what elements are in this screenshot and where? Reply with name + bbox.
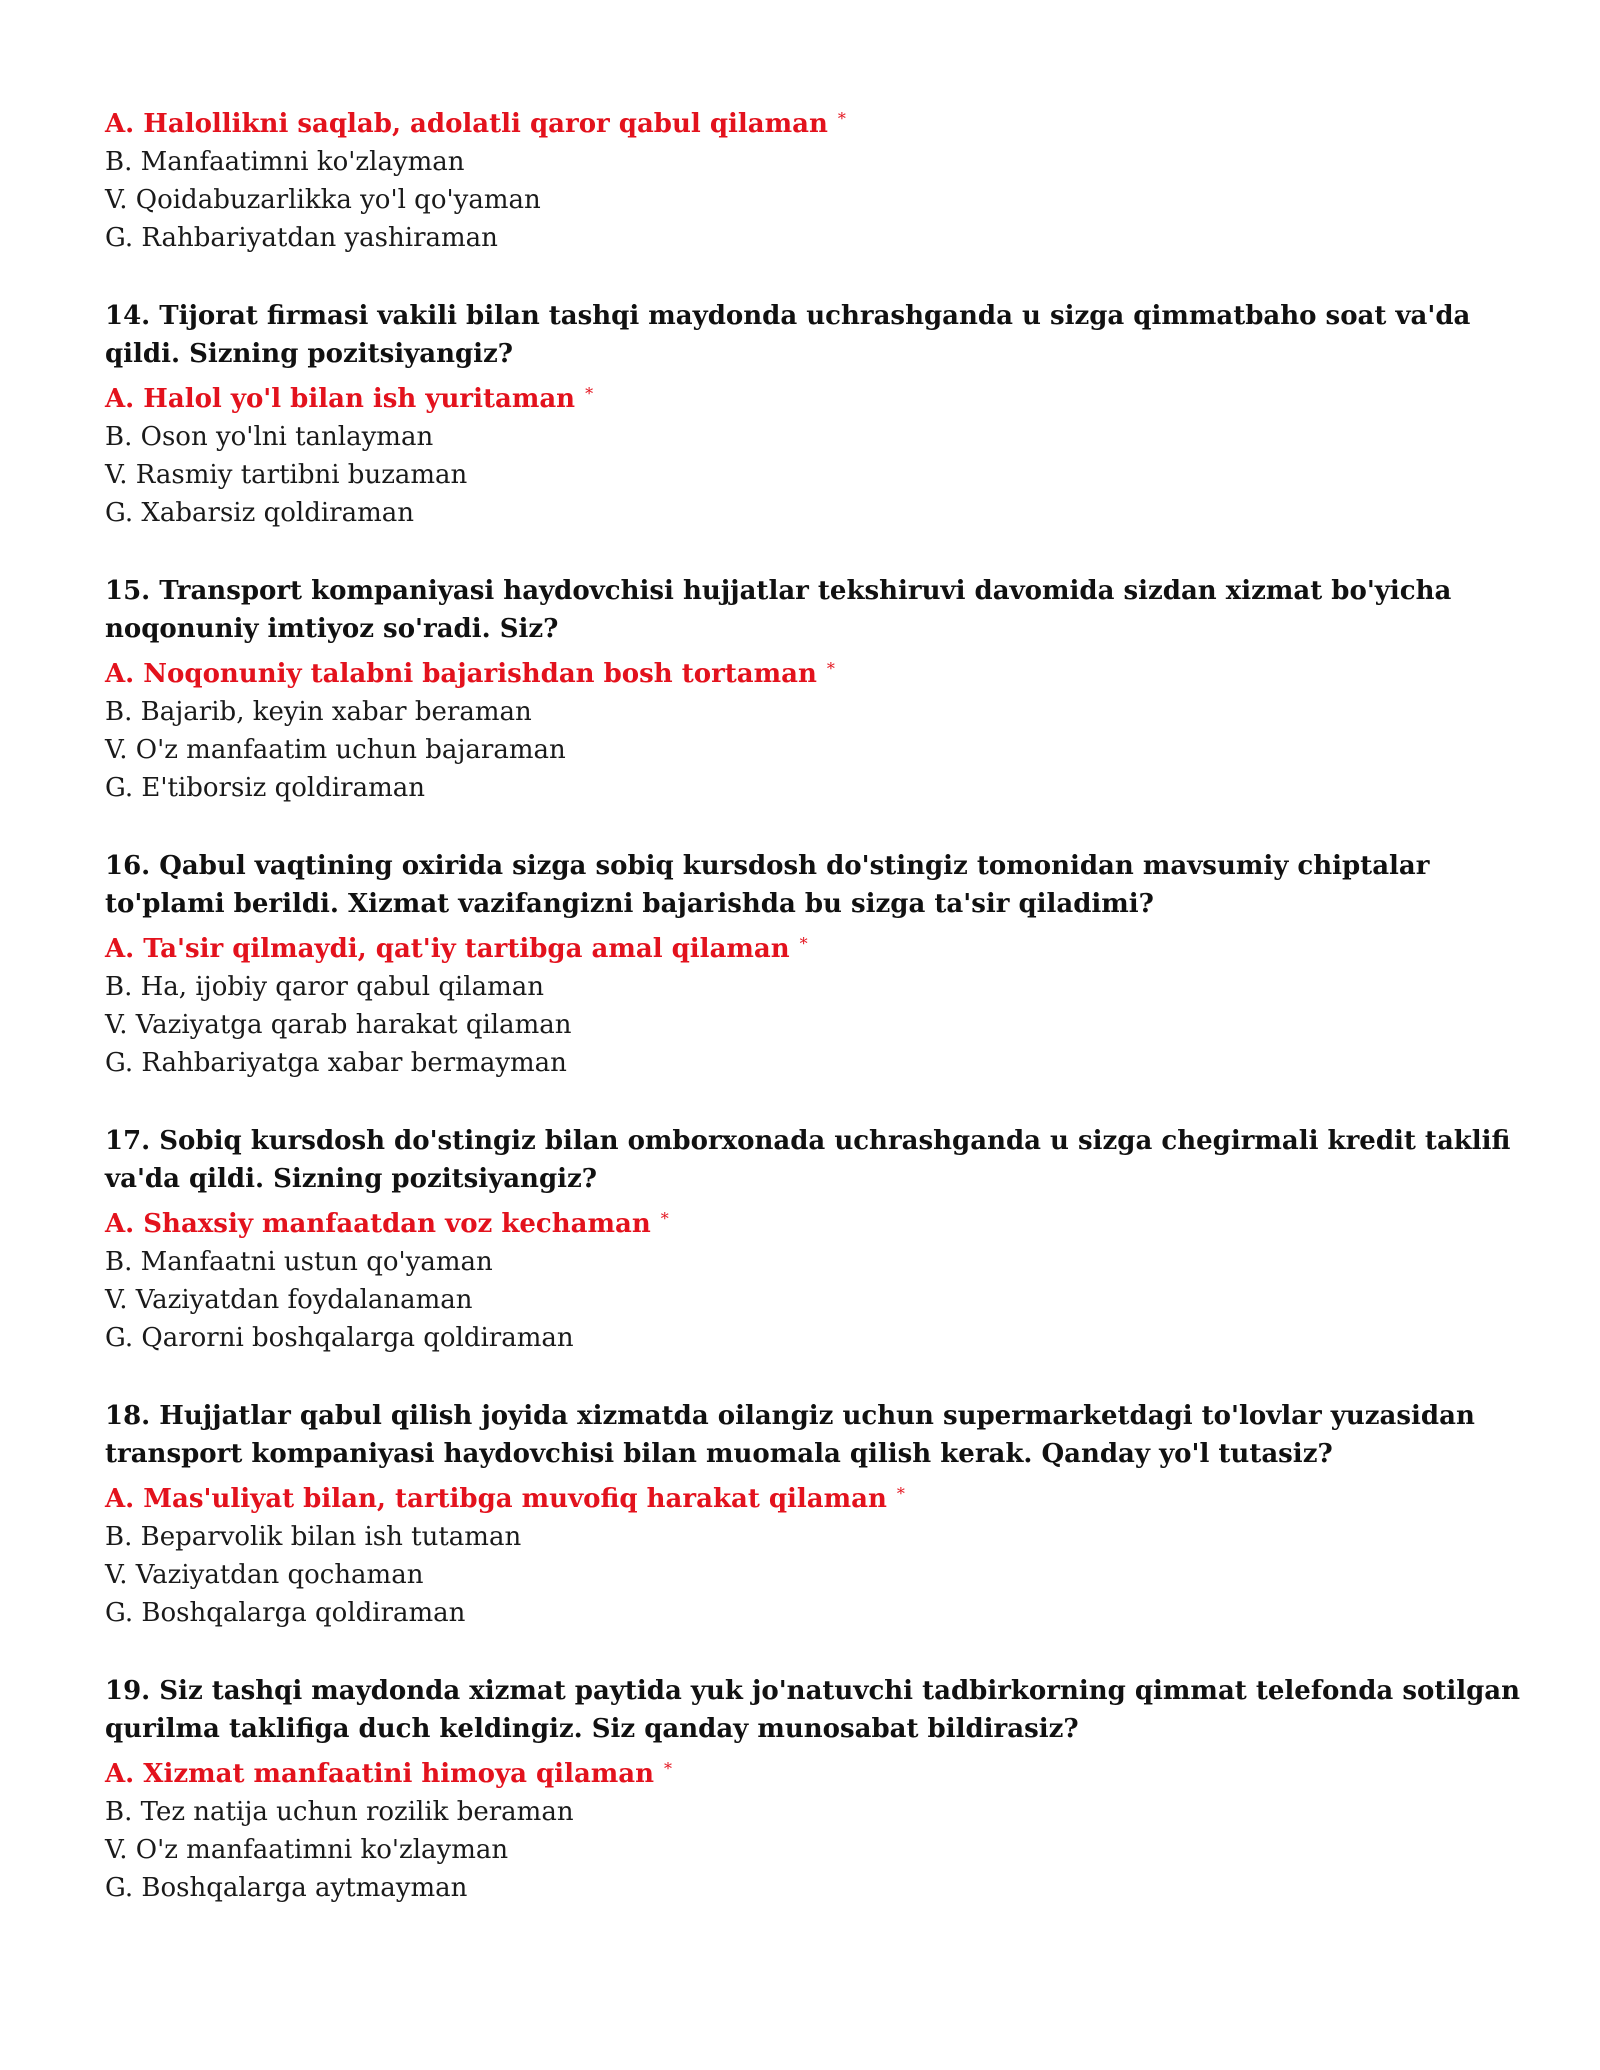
- question-text: 19. Siz tashqi maydonda xizmat paytida yuk jo'natuvchi tadbirkorning qimmat telefonda sotilgan qurilma taklifiga duch keldingiz. Siz qanday munosabat bildirasiz?: [105, 1676, 1521, 1744]
- option-v: V. Rasmiy tartibni buzaman: [105, 460, 468, 490]
- option-b: B. Tez natija uchun rozilik beraman: [105, 1797, 574, 1827]
- quiz-page: [105, 100, 1525, 1907]
- question-16: [105, 847, 1525, 1082]
- option-g: G. Boshqalarga qoldiraman: [105, 1598, 466, 1628]
- option-b: B. Oson yo'lni tanlayman: [105, 422, 434, 452]
- question-text: 18. Hujjatlar qabul qilish joyida xizmatda oilangiz uchun supermarketdagi to'lovlar yuzasidan transport kompaniyasi haydovchisi bilan muomala qilish kerak. Qanday yo'l tutasiz?: [105, 1401, 1475, 1469]
- correct-answer: A. Ta'sir qilmaydi, qat'iy tartibga amal qilaman *: [105, 934, 808, 964]
- correct-marker: *: [660, 1209, 669, 1228]
- correct-answer: A. Mas'uliyat bilan, tartibga muvofiq harakat qilaman *: [105, 1484, 905, 1514]
- correct-marker: *: [826, 659, 835, 678]
- correct-answer: A. Xizmat manfaatini himoya qilaman *: [105, 1759, 673, 1789]
- question-text: 16. Qabul vaqtining oxirida sizga sobiq kursdosh do'stingiz tomonidan mavsumiy chiptalar to'plami berildi. Xizmat vazifangizni bajarishda bu sizga ta'sir qiladimi?: [105, 851, 1430, 919]
- option-g: G. Qarorni boshqalarga qoldiraman: [105, 1323, 574, 1353]
- option-b: B. Manfaatimni ko'zlayman: [105, 147, 465, 177]
- correct-answer: A. Shaxsiy manfaatdan voz kechaman *: [105, 1209, 669, 1239]
- correct-answer: A. Noqonuniy talabni bajarishdan bosh tortaman *: [105, 659, 835, 689]
- question-18: [105, 1397, 1525, 1632]
- correct-marker: *: [585, 384, 594, 403]
- correct-answer: A. Halollikni saqlab, adolatli qaror qabul qilaman *: [105, 109, 846, 139]
- question-text: 14. Tijorat firmasi vakili bilan tashqi maydonda uchrashganda u sizga qimmatbaho soat va'da qildi. Sizning pozitsiyangiz?: [105, 301, 1471, 369]
- option-b: B. Ha, ijobiy qaror qabul qilaman: [105, 972, 544, 1002]
- option-v: V. Vaziyatdan foydalanaman: [105, 1285, 473, 1315]
- option-v: V. O'z manfaatimni ko'zlayman: [105, 1835, 509, 1865]
- question-14: [105, 297, 1525, 532]
- correct-marker: *: [837, 109, 846, 128]
- option-v: V. Vaziyatga qarab harakat qilaman: [105, 1010, 572, 1040]
- question-13-options: [105, 100, 1525, 257]
- option-v: V. Vaziyatdan qochaman: [105, 1560, 424, 1590]
- correct-marker: *: [896, 1484, 905, 1503]
- question-17: [105, 1122, 1525, 1357]
- question-text: 15. Transport kompaniyasi haydovchisi hujjatlar tekshiruvi davomida sizdan xizmat bo'yicha noqonuniy imtiyoz so'radi. Siz?: [105, 576, 1452, 644]
- option-g: G. E'tiborsiz qoldiraman: [105, 773, 426, 803]
- question-text: 17. Sobiq kursdosh do'stingiz bilan omborxonada uchrashganda u sizga chegirmali kredit taklifi va'da qildi. Sizning pozitsiyangiz?: [105, 1126, 1511, 1194]
- correct-marker: *: [799, 934, 808, 953]
- option-g: G. Rahbariyatdan yashiraman: [105, 223, 498, 253]
- option-b: B. Bajarib, keyin xabar beraman: [105, 697, 532, 727]
- correct-answer: A. Halol yo'l bilan ish yuritaman *: [105, 384, 594, 414]
- correct-marker: *: [664, 1759, 673, 1778]
- option-g: G. Rahbariyatga xabar bermayman: [105, 1048, 567, 1078]
- option-b: B. Manfaatni ustun qo'yaman: [105, 1247, 493, 1277]
- option-b: B. Beparvolik bilan ish tutaman: [105, 1522, 522, 1552]
- question-15: [105, 572, 1525, 807]
- option-v: V. Qoidabuzarlikka yo'l qo'yaman: [105, 185, 541, 215]
- question-19: [105, 1672, 1525, 1907]
- option-g: G. Boshqalarga aytmayman: [105, 1873, 468, 1903]
- option-g: G. Xabarsiz qoldiraman: [105, 498, 414, 528]
- option-v: V. O'z manfaatim uchun bajaraman: [105, 735, 566, 765]
